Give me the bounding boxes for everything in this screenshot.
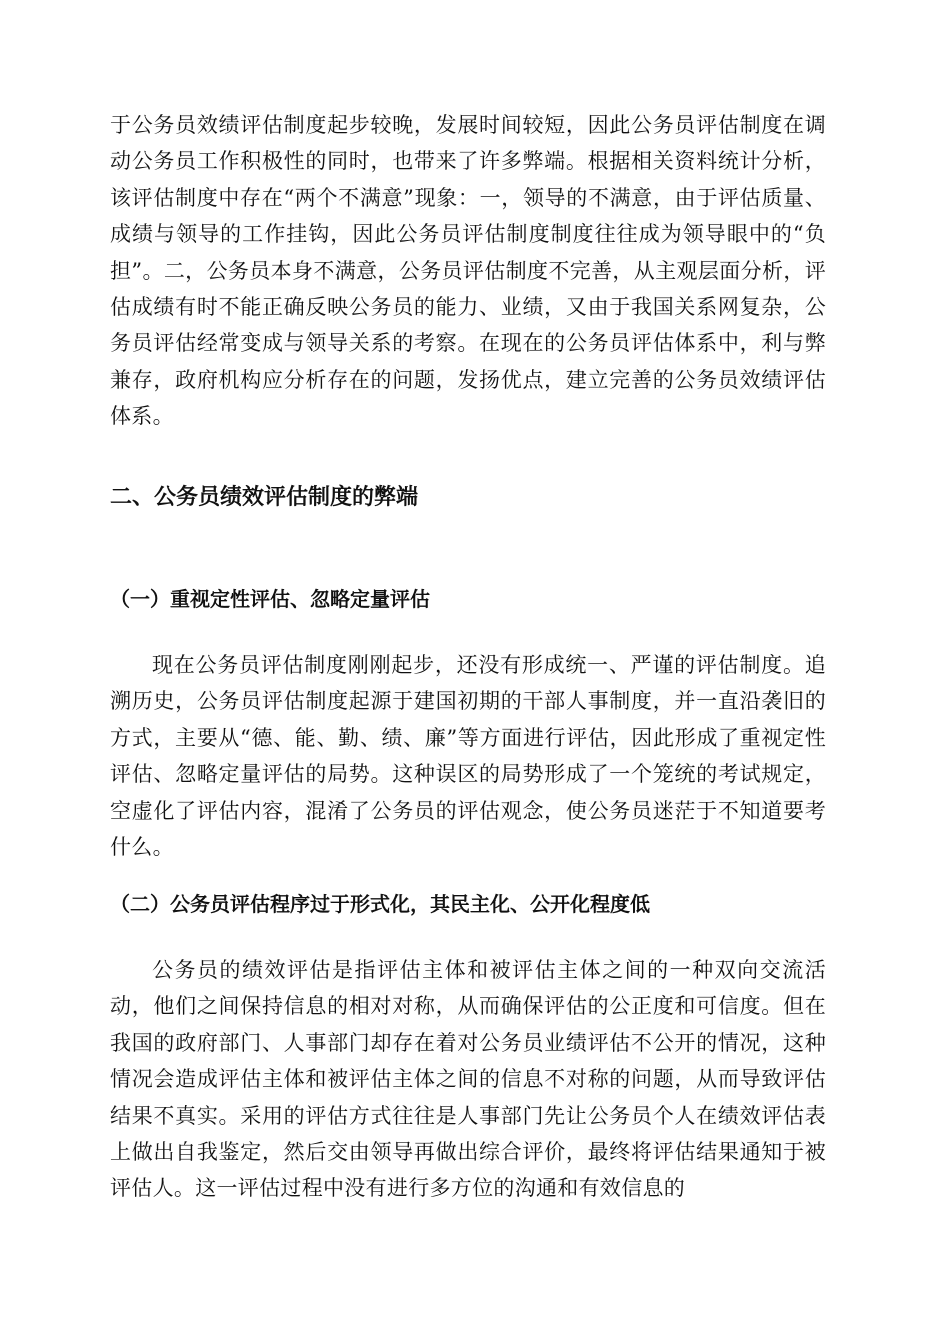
subsection-2-paragraph: 公务员的绩效评估是指评估主体和被评估主体之间的一种双向交流活动，他们之间保持信息的相对对称，从而确保评估的公正度和可信度。但在我国的政府部门、人事部门却存在着对公务员业绩评估不公开的情况，这种情况会造成评估主体和被评估主体之间的信息不对称的问题，从而导致评估结果不真实。采用的评估方式往往是人事部门先让公务员个人在绩效评估表上做出自我鉴定，然后交由领导再做出综合评价，最终将评估结果通知于被评估人。这一评估过程中没有进行多方位的沟通和有效信息的 [110,958,826,1201]
section-heading: 二、公务员绩效评估制度的弊端 [110,485,419,510]
subsection-1-paragraph: 现在公务员评估制度刚刚起步，还没有形成统一、严谨的评估制度。追溯历史，公务员评估制度起源于建国初期的干部人事制度，并一直沿袭旧的方式，主要从“德、能、勤、绩、廉”等方面进行评估，因此形成了重视定性评估、忽略定量评估的局势。这种误区的局势形成了一个笼统的考试规定，空虚化了评估内容，混淆了公务员的评估观念，使公务员迷茫于不知道要考什么。 [110,653,826,860]
intro-paragraph: 于公务员效绩评估制度起步较晚，发展时间较短，因此公务员评估制度在调动公务员工作积极性的同时，也带来了许多弊端。根据相关资料统计分析，该评估制度中存在“两个不满意”现象：一，领导的不满意，由于评估质量、成绩与领导的工作挂钩，因此公务员评估制度制度往往成为领导眼中的“负担”。二，公务员本身不满意，公务员评估制度不完善，从主观层面分析，评估成绩有时不能正确反映公务员的能力、业绩，又由于我国关系网复杂，公务员评估经常变成与领导关系的考察。在现在的公务员评估体系中，利与弊兼存，政府机构应分析存在的问题，发扬优点，建立完善的公务员效绩评估体系。 [110,113,826,429]
subsection-1-heading: （一）重视定性评估、忽略定量评估 [110,587,430,611]
subsection-2-heading: （二）公务员评估程序过于形式化，其民主化、公开化程度低 [110,892,650,916]
